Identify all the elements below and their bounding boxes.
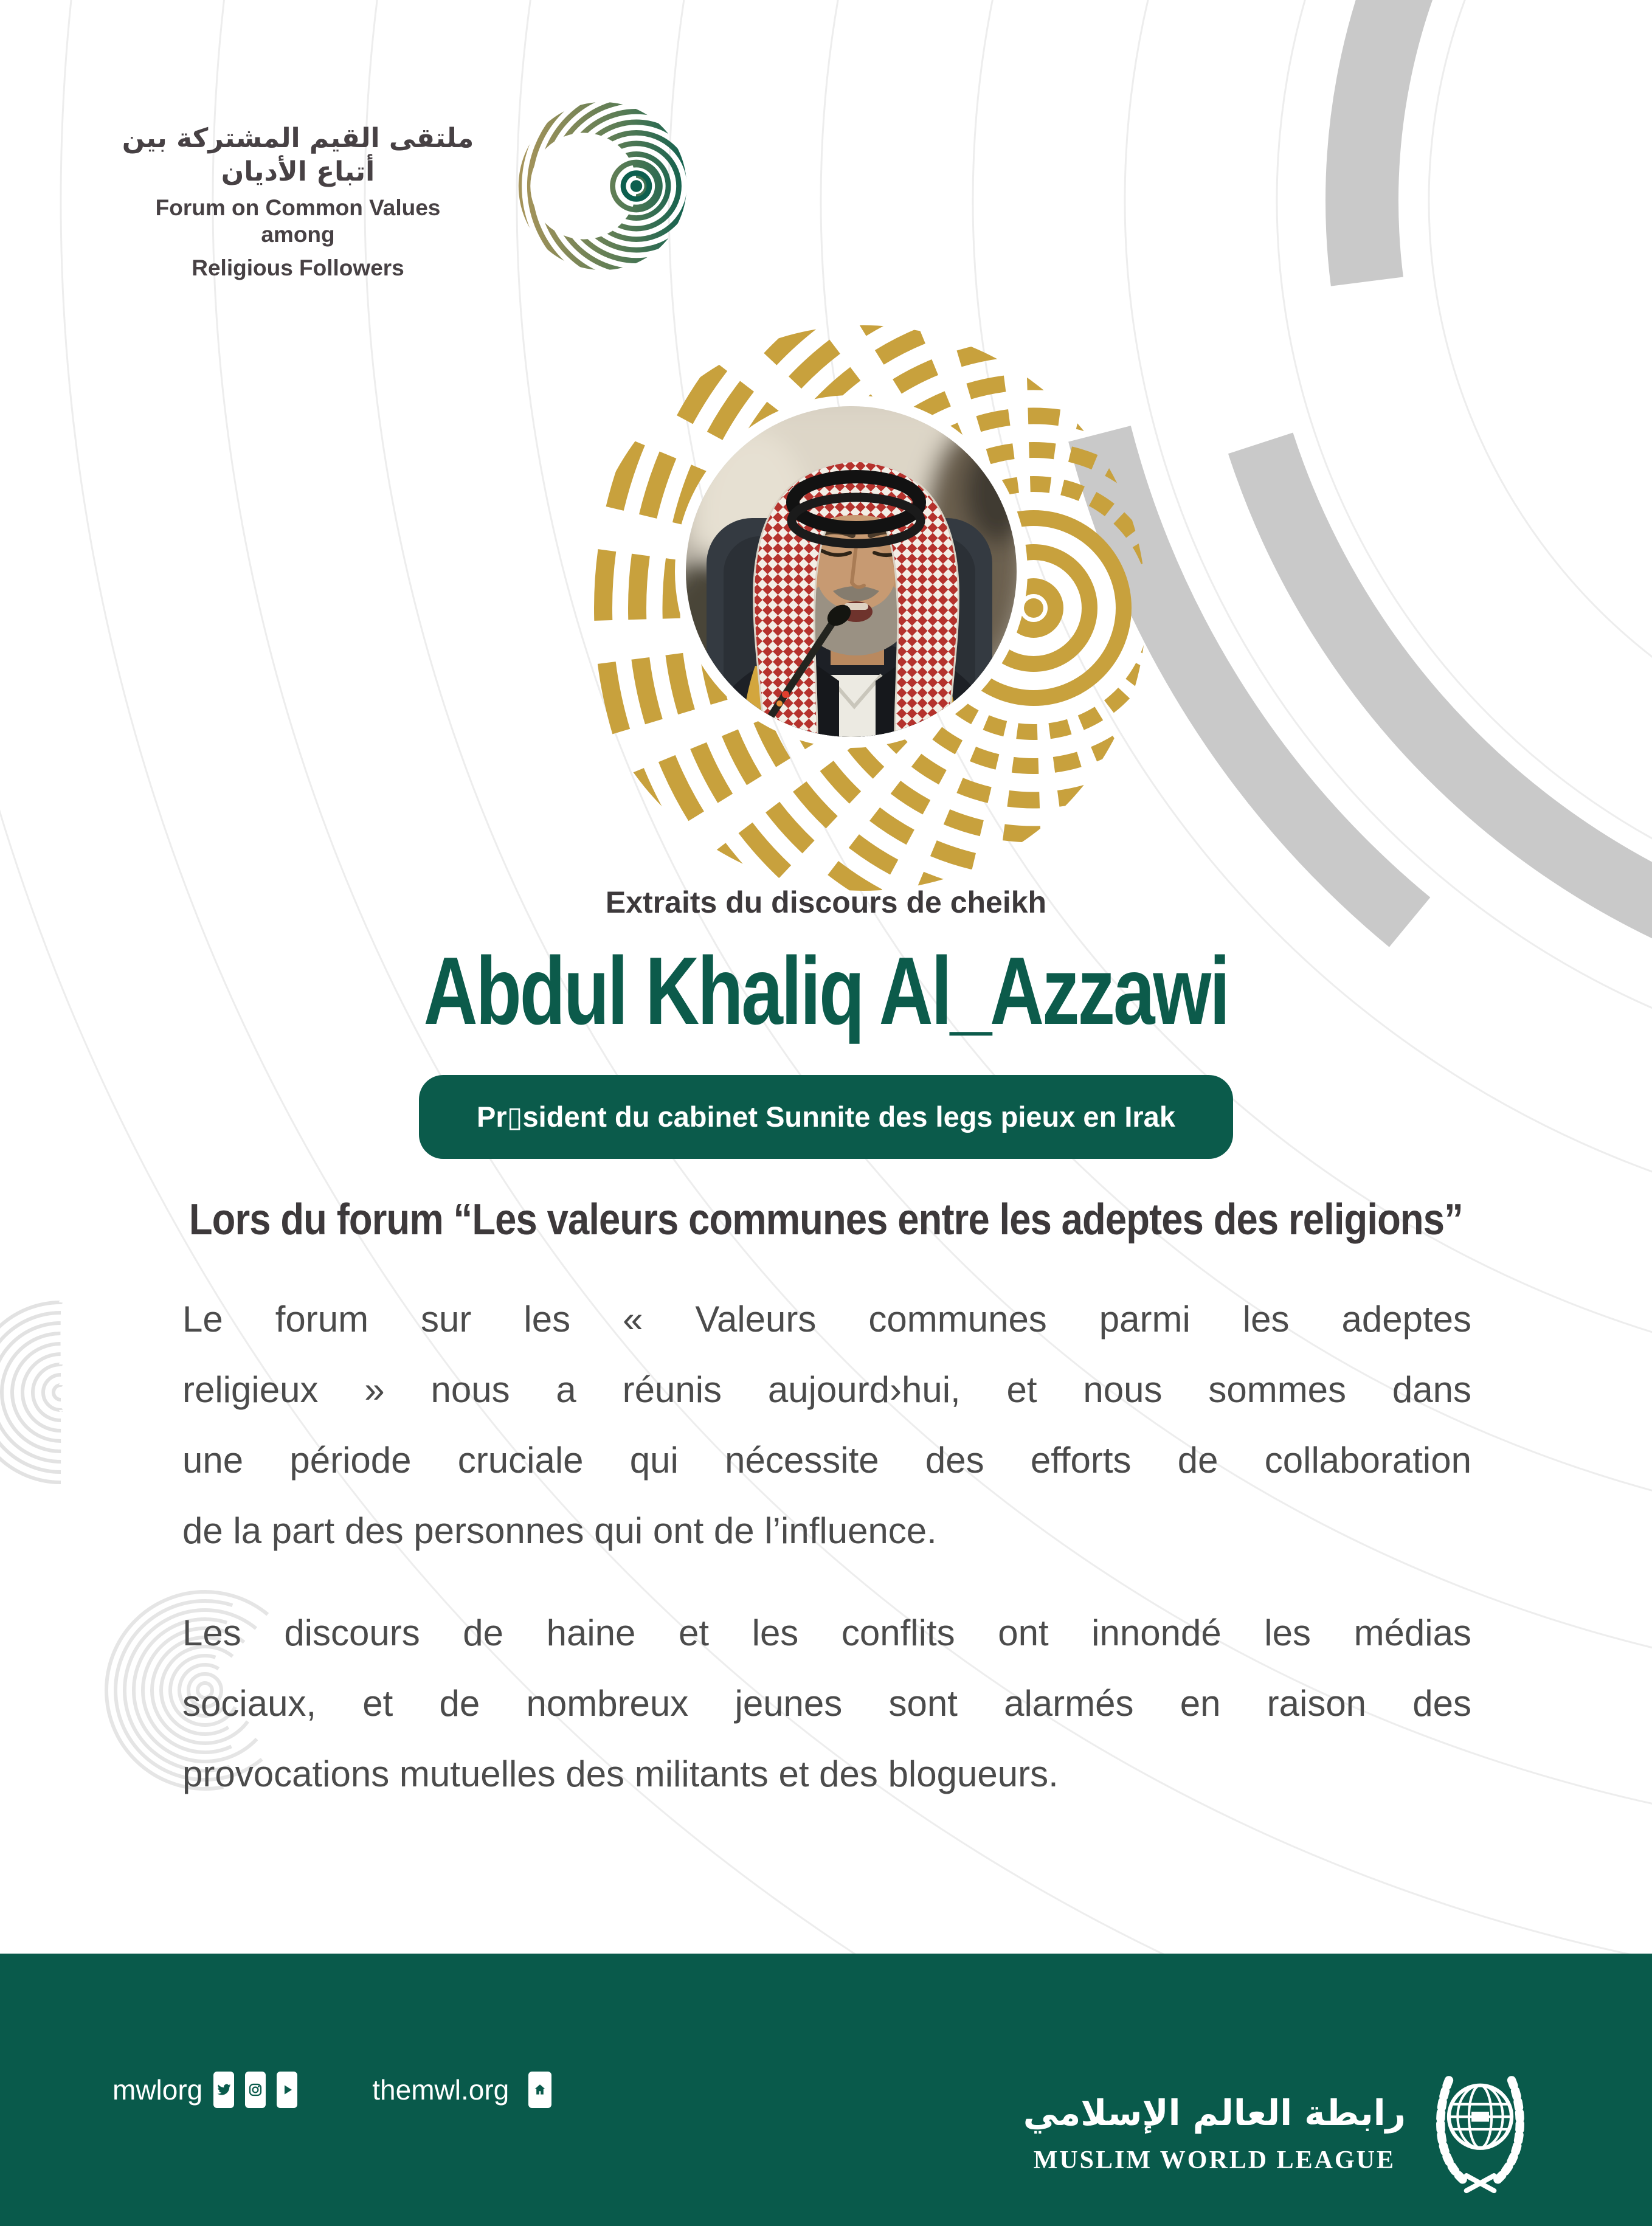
- quote-paragraph-2: [182, 1598, 1471, 1809]
- left-ripple-small: [0, 1302, 151, 1482]
- speaker-name: [0, 936, 1652, 1046]
- role-badge-row: [0, 1075, 1652, 1159]
- quote-line: Le forum sur les « Valeurs communes parmi les adeptes: [182, 1299, 1471, 1339]
- event-line: [0, 1195, 1652, 1245]
- home-icon[interactable]: [528, 2072, 551, 2108]
- quote-line: de la part des personnes qui ont de l’influence.: [182, 1510, 937, 1551]
- role-badge: Pr▯sident du cabinet Sunnite des legs pieux en Irak: [419, 1075, 1233, 1159]
- play-icon[interactable]: [277, 2072, 297, 2108]
- speaker-name-text: Abdul Khaliq Al_Azzawi: [423, 938, 1229, 1045]
- forum-logo-english-line1: Forum on Common Values among: [155, 195, 441, 247]
- quote-paragraph-1: [182, 1284, 1471, 1566]
- forum-logo-english-line2: Religious Followers: [192, 255, 404, 280]
- mwl-emblem-icon: [1430, 2056, 1530, 2208]
- quote-line: provocations mutuelles des militants et des blogueurs.: [182, 1754, 1059, 1794]
- mwl-name-block: [1023, 2089, 1406, 2174]
- twitter-icon[interactable]: [213, 2072, 234, 2108]
- quote-line: sociaux, et de nombreux jeunes sont alarmés en raison des: [182, 1683, 1471, 1724]
- mwl-brand-group: [1023, 2056, 1530, 2208]
- instagram-icon[interactable]: [245, 2072, 266, 2108]
- quote-line: une période cruciale qui nécessite des efforts de collaboration: [182, 1440, 1471, 1481]
- quote-line: Les discours de haine et les conflits ont innondé les médias: [182, 1612, 1471, 1653]
- website-label: themwl.org: [372, 2074, 510, 2106]
- mwl-name-arabic: رابطة العالم الإسلامي: [1023, 2092, 1406, 2134]
- mwl-name-english: MUSLIM WORLD LEAGUE: [1033, 2146, 1395, 2174]
- kicker-line: Extraits du discours de cheikh: [605, 885, 1047, 919]
- social-handle: mwlorg: [112, 2074, 203, 2106]
- quote-block: [182, 1284, 1471, 1809]
- quote-line: religieux » nous a réunis aujourd›hui, et nous sommes dans: [182, 1369, 1471, 1410]
- event-line-text: Lors du forum “Les valeurs communes entre les adeptes des religions”: [188, 1195, 1464, 1244]
- footer: [0, 1954, 1652, 2226]
- forum-logo-text: [116, 122, 480, 282]
- speaker-portrait: [572, 316, 1155, 900]
- forum-ripple-logo-icon: [514, 97, 691, 275]
- footer-social-group: [112, 1954, 551, 2226]
- forum-logo-arabic: ملتقى القيم المشتركة بين أتباع الأديان: [122, 123, 474, 187]
